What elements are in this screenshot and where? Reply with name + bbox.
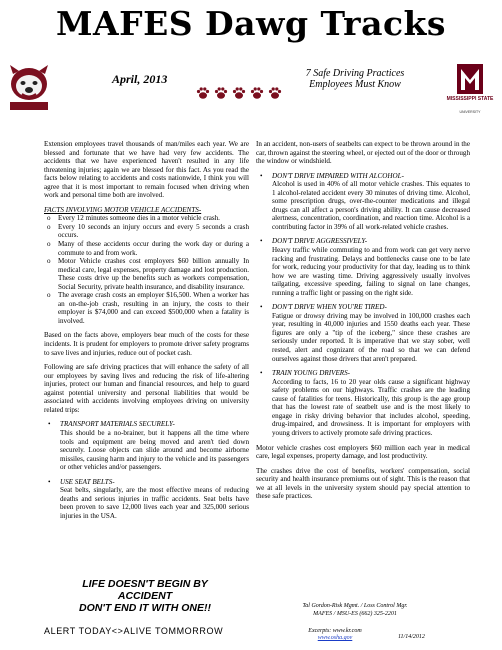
tip-seatbelts xyxy=(44,478,249,521)
intro-paragraph: Extension employees travel thousands of man/miles each year. We are blessed and fortunate that we have had very few accidents. The accidents that we have experienced haven't resulted in any life threatening injuries; again we are blessed for this fact. As you read the facts below relating to accidents and costs nationwide, I think you will agree that it is most important to remain focused when driving when work and personal time both are involved. xyxy=(44,140,249,200)
paw-print-icon xyxy=(196,86,210,100)
msu-m-icon xyxy=(440,62,500,96)
tip-transport xyxy=(44,420,249,471)
document-date: 11/14/2012 xyxy=(398,634,425,640)
bullet-icon: • xyxy=(260,237,263,246)
tip-heading: DON'T DRIVE IMPAIRED WITH ALCOHOL- xyxy=(272,171,404,180)
fact-item: o Many of these accidents occur during the work day or during a commute to and from work. xyxy=(44,240,249,257)
excerpt-label: Excerpts: www.kr.com xyxy=(308,628,362,634)
msu-wordmark: MISSISSIPPI STATE xyxy=(446,96,494,102)
tip-tired xyxy=(256,303,470,363)
slogan-line-1: LIFE DOESN'T BEGIN BY ACCIDENT xyxy=(82,578,208,602)
based-paragraph: Based on the facts above, employers bear much of the costs for these incidents. It is prudent for employers to promote driver safety programs to save lives and injuries, reduce out of pocket cash. xyxy=(44,331,249,357)
facts-list xyxy=(44,214,249,325)
contact-name: Tal Gordon-Risk Mgmt. / Loss Control Mgr. xyxy=(302,603,408,609)
fact-item: o Every 10 seconds an injury occurs and every 5 seconds a crash occurs. xyxy=(44,223,249,240)
bullet-icon: • xyxy=(260,303,263,312)
tagline: 7 Safe Driving Practices Employees Must Know xyxy=(305,68,405,90)
right-column xyxy=(256,140,470,507)
left-column xyxy=(44,140,249,526)
slogan-line-2: DON'T END IT WITH ONE!! xyxy=(79,602,211,614)
bullet-icon: • xyxy=(260,369,263,378)
bullet-icon: • xyxy=(260,171,263,180)
contact-phone: MAFES / MSU-ES (662) 325-2201 xyxy=(313,610,397,617)
tip-body: Alcohol is used in 40% of all motor vehicle crashes. This equates to 1 alcohol-related accident every 30 minutes of driving time. Alcohol, some prescription drugs, over-the-counter medications and illegal drugs can all affect a person's driving ability. It can cause decreased alertness, concentration, coordination, and reaction time. Alcohol is a contributing factor in 39% of all work-related vehicle crashes. xyxy=(272,180,470,231)
closing-paragraph-2: The crashes drive the cost of benefits, workers' compensation, social security and health insurance premiums out of sight. This is the reason that we at all levels in the university system should pay special attention to these safe practices. xyxy=(256,466,470,501)
tip-young-drivers xyxy=(256,369,470,437)
paw-print-icon xyxy=(214,86,228,100)
fact-item: o Every 12 minutes someone dies in a motor vehicle crash. xyxy=(44,214,249,223)
tip-heading: DON'T DRIVE WHEN YOU'RE TIRED- xyxy=(272,303,387,312)
excerpt-block xyxy=(300,628,370,642)
seatbelt-continuation: In an accident, non-users of seatbelts can expect to be thrown around in the car, thrown against the steering wheel, or ejected out of the door or through the window or windshield. xyxy=(256,140,470,166)
fact-item: o The average crash costs an employer $16,500. When a worker has an on-the-job crash, resulting in an injury, the costs to their employer is $74,000 and can exceed $500,000 when a fatality is involved. xyxy=(44,291,249,325)
tip-heading: USE SEAT BELTS- xyxy=(60,477,115,486)
tip-heading: TRAIN YOUNG DRIVERS- xyxy=(272,369,351,378)
facts-heading: FACTS INVOLVING MOTOR VEHICLE ACCIDENTS- xyxy=(44,205,202,214)
tip-aggressive xyxy=(256,237,470,297)
osha-link[interactable]: www.osha.gov xyxy=(317,635,353,641)
paw-print-icon xyxy=(232,86,246,100)
tip-body: Fatigue or drowsy driving may be involved in 100,000 crashes each year, resulting in 40,000 injuries and 1550 deaths each year. These figures are only a "tip of the iceberg," since these crashes are seriously under reported. It is imperative that we stay sober, well rested, alert and cognizant of the road so that we can defend ourselves against those drivers that aren't prepared. xyxy=(272,311,470,363)
msu-subtitle: UNIVERSITY xyxy=(459,110,481,114)
bullet-icon: • xyxy=(48,477,51,486)
masthead-title: MAFES Dawg Tracks xyxy=(56,4,446,43)
slogan xyxy=(60,578,230,614)
tip-heading: DON'T DRIVE AGGRESSIVELY- xyxy=(272,237,368,246)
paw-print-icon xyxy=(250,86,264,100)
tip-body: Heavy traffic while commuting to and from work can get very nerve racking and frustrating. Delays and bottlenecks cause one to be late for work, reducing your productivity for that day, leading us to think how we are wasting time. Driving aggressively usually involves tailgating, excessive speeding, failing to signal on lane changes, running a traffic light or passing on the right side. xyxy=(272,246,470,297)
contact-block xyxy=(280,603,430,618)
paw-print-icon xyxy=(268,86,282,100)
fact-item: o Motor Vehicle crashes cost employers $60 billion annually In medical care, legal expenses, property damage and lost production. These costs drive up the benefits such as workers compensation, Social Security, private health insurance, and disability insurance. xyxy=(44,257,249,291)
footer-motto: ALERT TODAY<>ALIVE TOMMORROW xyxy=(44,626,224,636)
tip-body: Seat belts, singularly, are the most effective means of reducing deaths and serious injuries in traffic accidents. Seat belts have been proven to save 12,000 lives each year and 325,000 serious injuries in the USA. xyxy=(60,486,249,520)
tip-alcohol xyxy=(256,172,470,232)
tip-heading: TRANSPORT MATERIALS SECURELY- xyxy=(60,420,175,429)
tip-body: This should be a no-brainer, but it happens all the time where tools and equipment are being moved and aren't tied down securely. Loose objects can slide around and become airborne missiles, causing harm and injury to the vehicle and its passengers or other vehicles and/or passengers. xyxy=(60,428,249,472)
paw-prints xyxy=(196,86,282,100)
following-paragraph: Following are safe driving practices that will enhance the safety of all our employees by saving lives and reducing the risk of life-altering injuries, protect our human and financial resources, and help to guard against potential university and personal liabilities that would be associated with accidents involving employees driving on university related trips: xyxy=(44,363,249,414)
bullet-icon: • xyxy=(48,420,51,429)
bulldog-logo xyxy=(4,62,54,114)
msu-logo xyxy=(440,62,500,114)
issue-date: April, 2013 xyxy=(112,72,168,86)
tip-body: According to facts, 16 to 20 year olds cause a significant highway safety problems on our highways. Traffic crashes are the leading cause of fatalities for teens. Historically, this group is the age group that has the lowest rate of seatbelt use and is the most likely to engage in risky driving behavior that includes alcohol, speeding, drug-impaired, and drowsiness. It is important for employers with young drivers to actively promote safe driving practices. xyxy=(272,377,470,437)
closing-paragraph-1: Motor vehicle crashes cost employers $60 million each year in medical care, legal expenses, property damage, and lost productivity. xyxy=(256,443,470,461)
